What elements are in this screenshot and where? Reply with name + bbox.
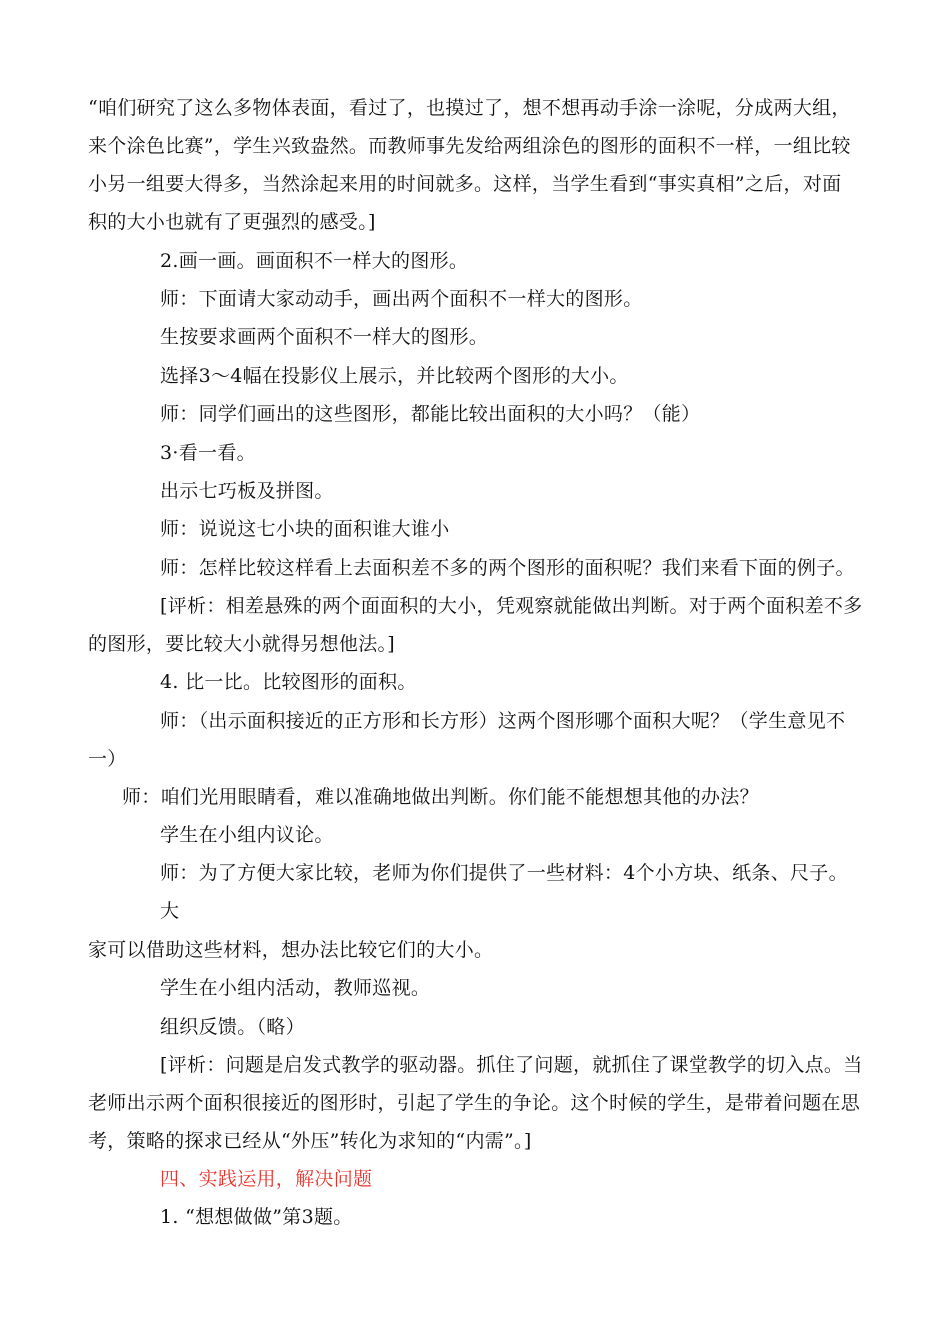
paragraph-line: 家可以借助这些材料，想办法比较它们的大小。 — [88, 939, 494, 961]
student-line: 学生在小组内议论。 — [160, 824, 334, 846]
comment-line: [评析：问题是启发式教学的驱动器。抓住了问题，就抓住了课堂教学的切入点。当 — [160, 1054, 863, 1076]
teacher-line: 师：咱们光用眼睛看，难以准确地做出判断。你们能不能想想其他的办法？ — [122, 786, 759, 808]
comment-line: 老师出示两个面积很接近的图形时，引起了学生的争论。这个时候的学生，是带着问题在思 — [88, 1092, 861, 1114]
student-line: 学生在小组内活动，教师巡视。 — [160, 977, 431, 999]
teacher-line: 师：下面请大家动动手，画出两个面积不一样大的图形。 — [160, 288, 643, 310]
teacher-line: 师：怎样比较这样看上去面积差不多的两个图形的面积呢？我们来看下面的例子。 — [160, 557, 855, 579]
section-title: 四、实践运用，解决问题 — [160, 1168, 373, 1190]
paragraph-fragment: 大 — [160, 900, 180, 922]
teacher-line: 师：同学们画出的这些图形，都能比较出面积的大小吗？（能） — [160, 403, 701, 425]
paragraph-line: 出示七巧板及拼图。 — [160, 480, 334, 502]
teacher-line: 师：为了方便大家比较，老师为你们提供了一些材料：4个小方块、纸条、尺子。 — [160, 862, 848, 884]
paragraph-line: 组织反馈。（略） — [160, 1016, 305, 1038]
paragraph-line: 来个涂色比赛”，学生兴致盎然。而教师事先发给两组涂色的图形的面积不一样，一组比较 — [88, 135, 851, 157]
teacher-line: 师：说说这七小块的面积谁大谁小 — [160, 518, 450, 540]
paragraph-line: 小另一组要大得多，当然涂起来用的时间就多。这样，当学生看到“事实真相”之后，对面 — [88, 173, 842, 195]
paragraph-line: 选择3〜4幅在投影仪上展示，并比较两个图形的大小。 — [160, 365, 629, 387]
comment-line: 的图形，要比较大小就得另想他法。] — [88, 633, 396, 655]
section-heading: 4. 比一比。比较图形的面积。 — [160, 671, 417, 693]
list-item: 1. “想想做做”第3题。 — [160, 1206, 353, 1228]
comment-line: [评析：相差悬殊的两个面面积的大小，凭观察就能做出判断。对于两个面积差不多 — [160, 595, 863, 617]
teacher-line: 一） — [88, 748, 127, 770]
section-heading: 3·看一看。 — [160, 442, 256, 464]
section-heading: 2.画一画。画面积不一样大的图形。 — [160, 250, 469, 272]
paragraph-line: “咱们研究了这么多物体表面，看过了，也摸过了，想不想再动手涂一涂呢，分成两大组， — [88, 97, 851, 119]
student-line: 生按要求画两个面积不一样大的图形。 — [160, 326, 489, 348]
paragraph-line: 积的大小也就有了更强烈的感受。] — [88, 211, 376, 233]
teacher-line: 师：（出示面积接近的正方形和长方形）这两个图形哪个面积大呢？（学生意见不 — [160, 710, 846, 732]
comment-line: 考，策略的探求已经从“外压”转化为求知的“内需”。] — [88, 1130, 532, 1152]
